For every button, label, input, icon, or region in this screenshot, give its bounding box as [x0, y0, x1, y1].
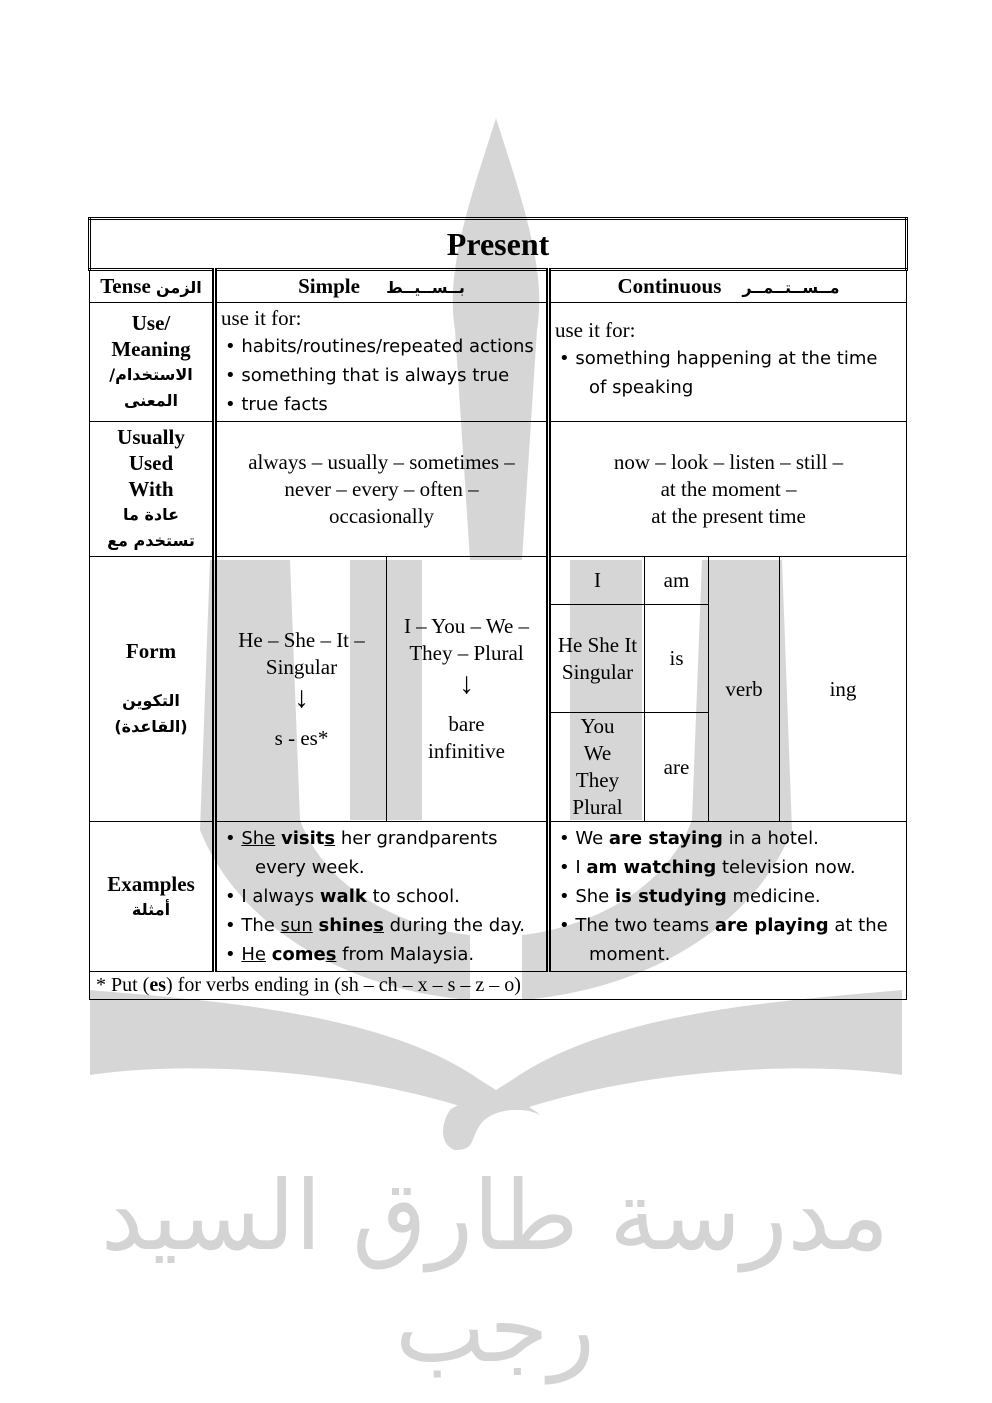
list-item: • He comes from Malaysia.	[225, 940, 542, 969]
list-item: • something happening at the time of speaking	[559, 344, 892, 402]
down-arrow-icon: ↓	[294, 680, 309, 714]
watermark-text: مدرسة طارق السيد رجب	[100, 1160, 890, 1384]
form-singular	[215, 557, 387, 822]
list-item: • true facts	[225, 390, 542, 419]
list-item: • She is studying medicine.	[559, 882, 902, 911]
list-item: • I always walk to school.	[225, 882, 542, 911]
down-arrow-icon: ↓	[459, 667, 474, 700]
use-simple-intro: use it for:	[221, 306, 302, 330]
use-continuous-intro: use it for:	[555, 318, 636, 342]
present-tense-table	[88, 217, 905, 1000]
tense-label: Tense	[100, 273, 151, 298]
examples-label-cell	[90, 822, 215, 972]
usually-row	[90, 422, 907, 557]
form-label: Form	[125, 639, 177, 663]
simple-label: Simple	[298, 273, 360, 298]
use-label: Use/ Meaning	[111, 311, 191, 361]
usually-simple: always – usually – sometimes – never – every – often – occasionally	[215, 422, 549, 557]
examples-continuous	[549, 822, 907, 972]
list-item: • I am watching television now.	[559, 853, 902, 882]
list-item: • The two teams are playing at the moment.	[559, 911, 902, 969]
form-plural-subjects: I – You – We – They – Plural	[403, 614, 530, 665]
usually-label-cell	[90, 422, 215, 557]
cont-subject-plural: You We They Plural	[549, 713, 645, 822]
cont-aux-are: are	[645, 713, 709, 822]
form-singular-result: s - es*	[274, 725, 329, 750]
form-label-cell	[90, 557, 215, 822]
cont-verb: verb	[709, 557, 780, 822]
use-continuous	[549, 303, 907, 422]
table-title: Present	[90, 219, 907, 270]
use-label-cell	[90, 303, 215, 422]
usually-label: Usually Used With	[117, 425, 185, 501]
cont-subject-i: I	[549, 557, 645, 605]
simple-header	[215, 270, 549, 303]
usually-cont-line2: at the moment –	[660, 476, 797, 501]
form-plural	[387, 557, 549, 822]
form-singular-subjects: He – She – It – Singular	[238, 627, 365, 679]
list-item: • The sun shines during the day.	[225, 911, 542, 940]
cont-ing: ing	[780, 557, 907, 822]
form-row-1	[90, 557, 907, 605]
usually-continuous	[549, 422, 907, 557]
list-item: • She visits her grandparents every week.	[225, 824, 542, 882]
form-plural-result: bare infinitive	[428, 712, 505, 763]
cont-aux-is: is	[645, 605, 709, 713]
continuous-label: Continuous	[617, 273, 722, 298]
list-item: • habits/routines/repeated actions	[225, 332, 542, 361]
form-label-ar: التكوين (القاعدة)	[114, 691, 188, 736]
examples-label-ar: أمثلة	[131, 899, 171, 919]
footnote: * Put (es) for verbs ending in (sh – ch – x – s – z – o)	[90, 972, 907, 1000]
examples-label: Examples	[107, 871, 195, 896]
usually-cont-line1: now – look – listen – still –	[613, 449, 844, 474]
cont-aux-am: am	[645, 557, 709, 605]
use-label-ar: الاستخدام/ المعنى	[109, 365, 193, 410]
examples-simple	[215, 822, 549, 972]
simple-label-ar: بــســيــط	[386, 277, 465, 297]
examples-row	[90, 822, 907, 972]
use-row	[90, 303, 907, 422]
cont-subject-singular: He She It Singular	[549, 605, 645, 713]
list-item: • something that is always true	[225, 361, 542, 390]
usually-cont-line3: at the present time	[651, 503, 806, 528]
tense-label-ar: الزمن	[156, 277, 202, 297]
tense-header	[90, 270, 215, 303]
usually-label-ar: عادة ما تستخدم مع	[107, 505, 195, 550]
footnote-row	[90, 972, 907, 1000]
continuous-label-ar: مــســتــمــر	[742, 277, 840, 297]
header-row	[90, 270, 907, 303]
use-simple	[215, 303, 549, 422]
continuous-header	[549, 270, 907, 303]
list-item: • We are staying in a hotel.	[559, 824, 902, 853]
